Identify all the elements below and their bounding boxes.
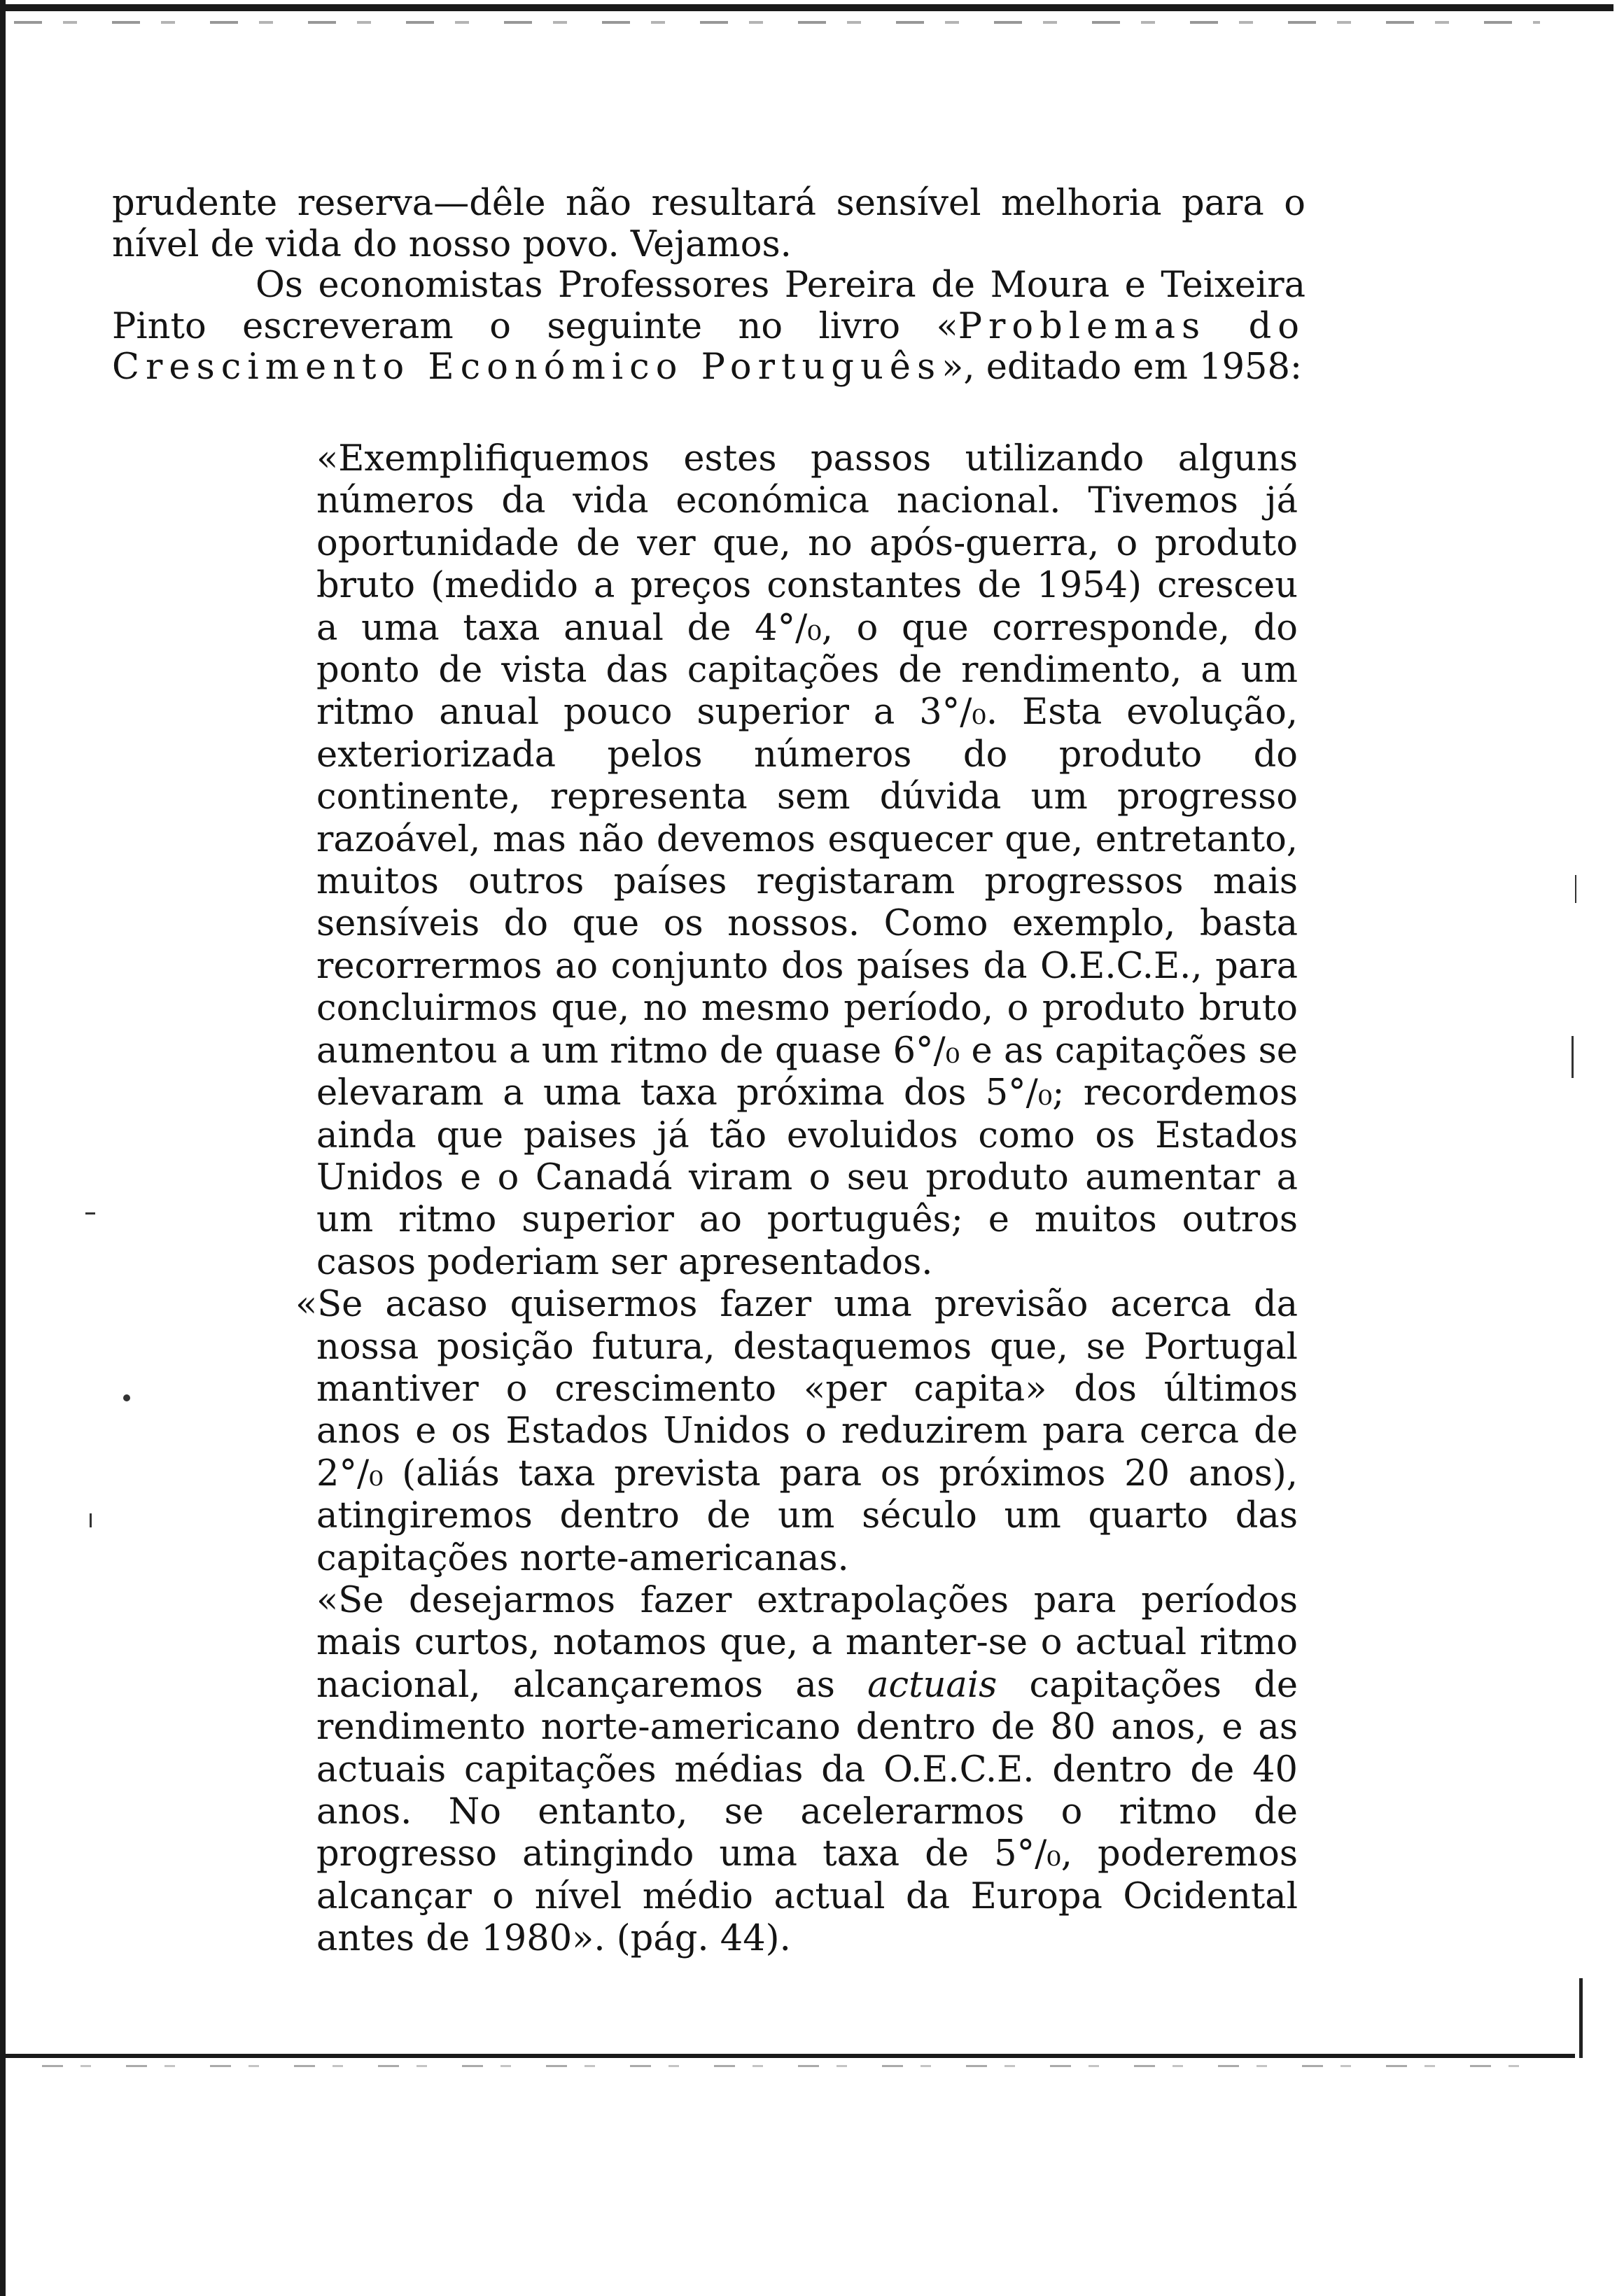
scan-bottom-noise — [42, 2065, 1526, 2067]
scan-speck — [85, 1212, 95, 1214]
scan-speck — [1575, 875, 1576, 903]
intro-text — [112, 183, 1306, 388]
scan-top-noise — [14, 21, 1540, 24]
intro-paragraph-2-end: », editado em 1958: — [941, 346, 1303, 388]
book-title: Problemas do Crescimento Económico Português — [112, 305, 1306, 388]
intro-paragraph-2 — [112, 265, 1306, 388]
quote-paragraph-1: «Exemplifiquemos estes passos utilizando alguns números da vida económica nacional. Tivemos já oportunidade de ver que, no após-guerra, o produto bruto (medido a preços constantes de 1954) cresceu a uma taxa anual de 4°/₀, o que corresponde, do ponto de vista das capitações de rendimento, a um ritmo anual pouco superior a 3°/₀. Esta evolução, exteriorizada pelos números do produto do continente, representa sem dúvida um progresso razoável, mas não devemos esquecer que, entretanto, muitos outros países registaram progressos mais sensíveis do que os nossos. Como exemplo, basta recorrermos ao conjunto dos países da O.E.C.E., para concluirmos que, no mesmo período, o produto bruto aumentou a um ritmo de quase 6°/₀ e as capitações se elevaram a uma taxa próxima dos 5°/₀; recordemos ainda que paises já tão evoluidos como os Estados Unidos e o Canadá viram o seu produto aumentar a um ritmo superior ao português; e muitos outros casos poderiam ser apresentados. — [316, 438, 1298, 1283]
quote-emphasis: actuais — [867, 1664, 997, 1706]
quote-paragraph-2: «Se acaso quisermos fazer uma previsão acerca da nossa posição futura, destaquemos que, se Portugal mantiver o crescimento «per capita» dos últimos anos e os Estados Unidos o reduzirem para cerca de 2°/₀ (aliás taxa prevista para os próximos 20 anos), atingiremos dentro de um século um quarto das capitações norte-americanas. — [295, 1284, 1298, 1579]
scan-speck — [90, 1513, 92, 1527]
intro-paragraph-2-start: Os economistas Professores Pereira de Moura e Teixeira Pinto escreveram o seguinte no livro « — [112, 265, 1306, 347]
scan-bottom-border — [0, 2054, 1575, 2058]
scan-speck — [123, 1394, 130, 1401]
scan-right-mark — [1579, 1792, 1583, 2058]
quote-paragraph-3 — [316, 1580, 1298, 1961]
scan-top-border — [0, 4, 1614, 11]
quote-paragraph-3-end: capitações de rendimento norte-americano dentro de 80 anos, e as actuais capitações médias da O.E.C.E. dentro de 40 anos. No entanto, se acelerarmos o ritmo de progresso atingindo uma taxa de 5°/₀, poderemos alcançar o nível médio actual da Europa Ocidental antes de 1980». (pág. 44). — [316, 1664, 1298, 1960]
quoted-passage — [295, 438, 1298, 1961]
intro-paragraph-1: prudente reserva—dêle não resultará sensível melhoria para o nível de vida do nosso povo. Vejamos. — [112, 183, 1306, 265]
scan-left-border — [0, 0, 6, 2296]
quote-paragraph-3-start: «Se desejarmos fazer extrapolações para períodos mais curtos, notamos que, a manter-se o actual ritmo nacional, alcançaremos as — [316, 1579, 1298, 1706]
scan-speck — [1572, 1036, 1574, 1078]
